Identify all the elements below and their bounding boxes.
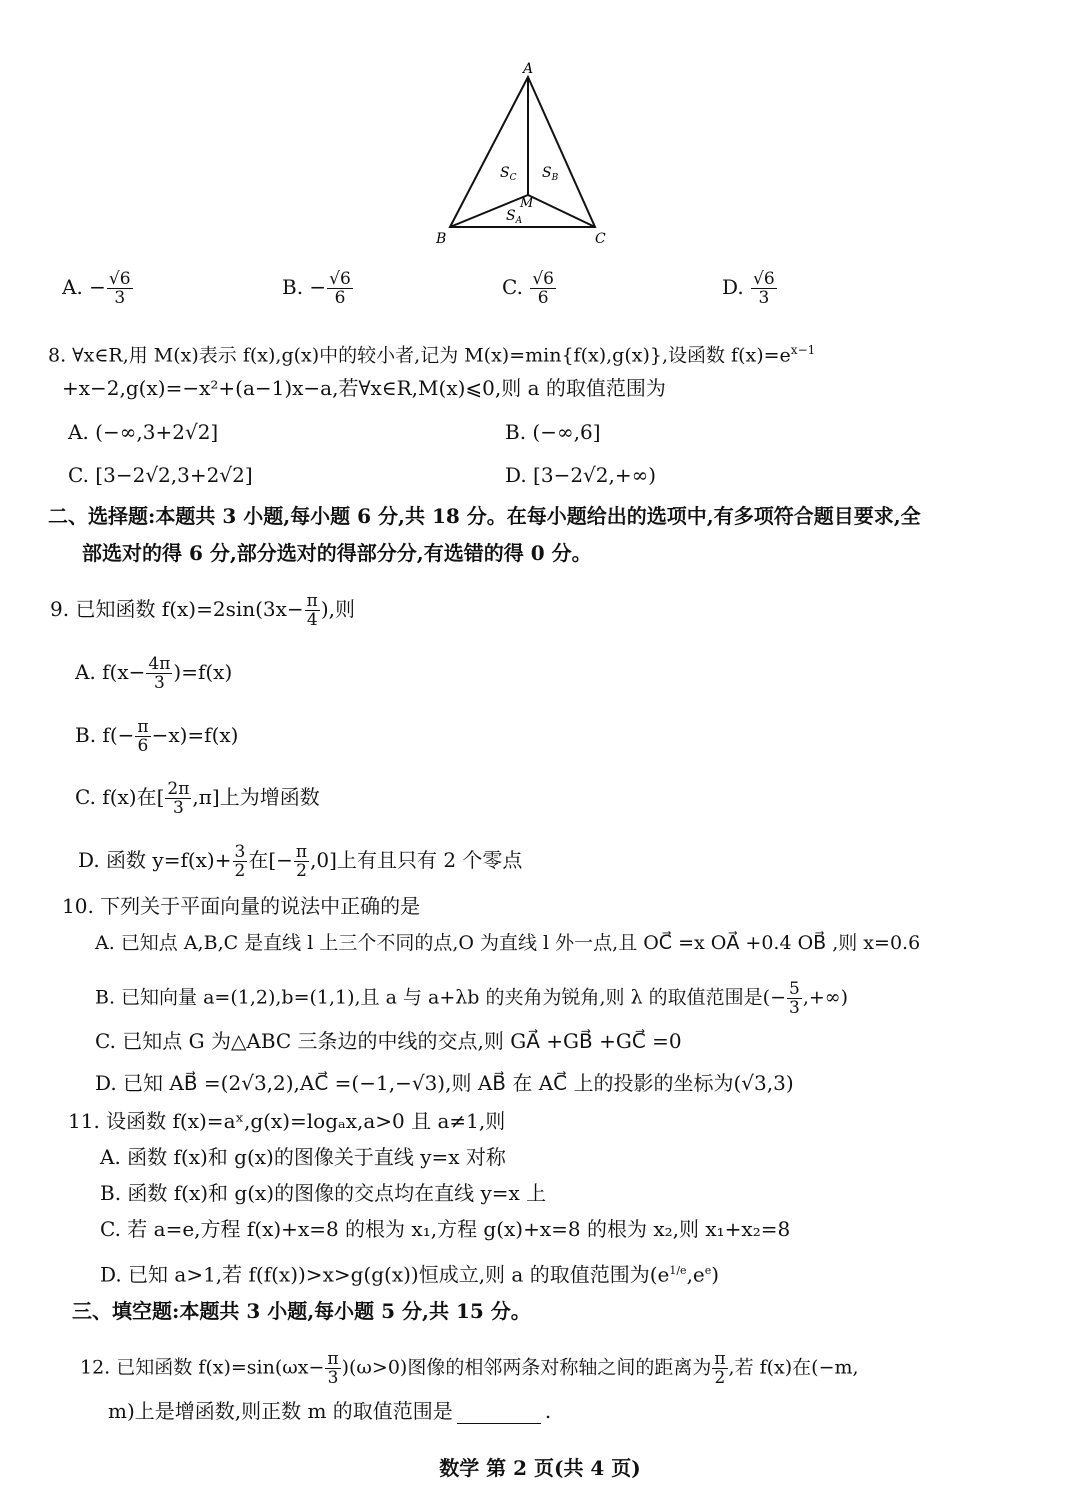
q7-option-a: A. − $\frac{√6}{3}$ — [62, 269, 131, 308]
q7-option-b: B. − $\frac{√6}{6}$ — [282, 269, 351, 308]
q10-option-b: B. 已知向量 a=(1,2),b=(1,1),且 a 与 a+λb 的夹角为锐角,则 λ 的取值范围是(− $\frac{5}{3}$ ,+∞) — [95, 979, 849, 1018]
q11-stem: 11. 设函数 f(x)=aˣ,g(x)=logₐx,a>0 且 a≠1,则 — [68, 1109, 506, 1133]
q8-stem-line1: 8. ∀x∈R,用 M(x)表示 f(x),g(x)中的较小者,记为 M(x)=min{f(x),g(x)},设函数 $f(x)=e^{x-1}$ — [48, 343, 816, 367]
q11-option-a: A. 函数 f(x)和 g(x)的图像关于直线 y=x 对称 — [100, 1145, 506, 1169]
q9-stem: 9. 已知函数 f(x)=2sin(3x− $\frac{\pi}{4}$ ),则 — [50, 591, 356, 630]
area-c-label: S — [500, 165, 510, 181]
section3-heading: 三、填空题:本题共 3 小题,每小题 5 分,共 15 分。 — [72, 1299, 531, 1323]
q8-option-c: C. [3−2√2,3+2√2] — [68, 463, 253, 487]
q11-option-c: C. 若 a=e,方程 f(x)+x=8 的根为 x₁,方程 g(x)+x=8 的根为 x₂,则 x₁+x₂=8 — [100, 1217, 791, 1241]
q11-option-d: D. 已知 a>1,若 f(f(x))>x>g(g(x))恒成立,则 a 的取值范围为$(e^{1/e},e^e)$ — [100, 1262, 720, 1287]
q7-option-d: D. $\frac{√6}{3}$ — [722, 269, 775, 308]
q12-stem-line1: 12. 已知函数 f(x)=sin(ωx− $\frac{\pi}{3}$ )(ω>0)图像的相邻两条对称轴之间的距离为 $\frac{\pi}{2}$ ,若 f(x)在(−m, — [80, 1349, 859, 1388]
page-footer: 数学 第 2 页(共 4 页) — [439, 1456, 641, 1480]
q11-option-b: B. 函数 f(x)和 g(x)的图像的交点均在直线 y=x 上 — [100, 1181, 547, 1205]
q8-option-d: D. [3−2√2,+∞) — [505, 463, 657, 487]
q9-option-b: B. f(− $\frac{\pi}{6}$ −x)=f(x) — [75, 717, 239, 756]
q12-answer-blank[interactable] — [457, 1403, 541, 1424]
q11-exp1: 1/e — [669, 1264, 687, 1277]
q8-stem-line2: +x−2,g(x)=−x²+(a−1)x−a,若∀x∈R,M(x)⩽0,则 a 的取值范围为 — [62, 376, 666, 400]
q9-option-c: C. f(x)在[ $\frac{2\pi}{3}$ ,π]上为增函数 — [75, 779, 320, 818]
vertex-a-label: A — [523, 61, 534, 77]
q8-exponent: x−1 — [790, 343, 816, 357]
section2-heading-line1: 二、选择题:本题共 3 小题,每小题 6 分,共 18 分。在每小题给出的选项中,有多项符合题目要求,全 — [48, 504, 921, 528]
vertex-c-label: C — [595, 231, 606, 247]
q10-option-c: C. 已知点 G 为△ABC 三条边的中线的交点,则 GA⃗ +GB⃗ +GC⃗ =0 — [95, 1029, 682, 1053]
area-a-sub: A — [515, 216, 523, 226]
q7-option-c: C. $\frac{√6}{6}$ — [502, 269, 554, 308]
triangle-figure — [420, 55, 640, 255]
q11-exp2: e — [704, 1264, 712, 1277]
area-a-label: S — [506, 208, 516, 224]
q9-option-d: D. 函数 y=f(x)+ $\frac{3}{2}$ 在[− $\frac{\pi}{2}$ ,0]上有且只有 2 个零点 — [78, 842, 523, 881]
svg-text:SC — [500, 165, 517, 183]
q9-option-a: A. f(x− $\frac{4\pi}{3}$ )=f(x) — [75, 654, 233, 693]
svg-text:SB — [542, 165, 559, 183]
q10-stem: 10. 下列关于平面向量的说法中正确的是 — [62, 894, 421, 918]
q8-option-b: B. (−∞,6] — [505, 420, 601, 444]
point-m-label: M — [520, 196, 534, 211]
q12-stem-line2: m)上是增函数,则正数 m 的取值范围是 . — [108, 1399, 552, 1423]
area-b-label: S — [542, 165, 552, 181]
q10-option-a: A. 已知点 A,B,C 是直线 l 上三个不同的点,O 为直线 l 外一点,且 OC⃗ =x OA⃗ +0.4 OB⃗ ,则 x=0.6 — [95, 932, 921, 954]
q8-option-a: A. (−∞,3+2√2] — [68, 420, 219, 444]
vertex-b-label: B — [436, 231, 447, 247]
area-b-sub: B — [551, 173, 559, 183]
area-c-sub: C — [509, 173, 517, 183]
section2-heading-line2: 部选对的得 6 分,部分选对的得部分分,有选错的得 0 分。 — [82, 541, 592, 565]
q10-option-d: D. 已知 AB⃗ =(2√3,2),AC⃗ =(−1,−√3),则 AB⃗ 在 AC⃗ 上的投影的坐标为(√3,3) — [95, 1071, 794, 1095]
